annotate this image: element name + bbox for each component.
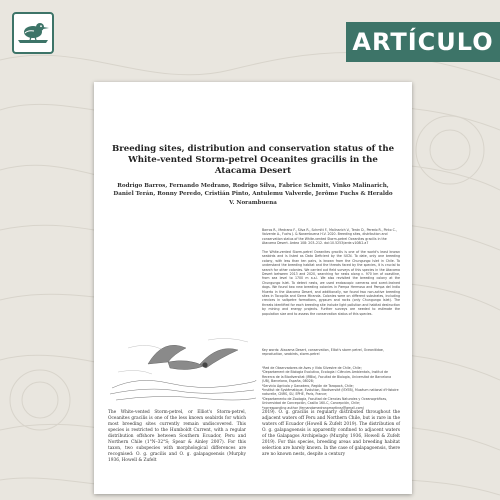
- paper-abstract: The White-vented Storm-petrel Oceanites gracilis is one of the world's least known seabirds and is listed as Data Deficient by the IUCN. To date, only one breeding colony, with less than ten pairs, is known from the Chungungo Islet in Chile. To understand the breeding habitat and the threats faced by the species, it is crucial to search for other colonies. We carried out field surveys of this species in the Atacama Desert between 2013 and 2020, searching for nests along c. 970 km of coastline, from sea level to 1700 m a.s.l. We also revisited the breeding colony at the Chungungo Islet. To detect nests, we used endoscopic cameras and scent-trained dogs. We found two new breeding colonies in Pampa Hermosa and Pampa del Indio Muerto in the Atacama Desert, and additionally, we found two non-active breeding sites in Tocopilla and Sierra Miranda. Colonies were on different substrates, including crevices in saltpetre formations, gypsum and rocks (only Chungungo Islet). The threats identified for each breeding site include light pollution and habitat destruction by mining and energy projects. Further surveys are needed to estimate the population size and to assess the conservation status of this species.: [262, 250, 400, 316]
- paper-citation: Barros R., Medrano F., Silva R., Schmitt F., Malinarich V., Terán D., Peredo R., Pinto C., Valverde A., Fuchs J. & Norambuena H.V. 2020. Breeding sites, distribution and conservation status of the White-vented Storm-petrel Oceanites gracilis in the Atacama Desert. Ardea 108: 203–212. doi:10.5253/arde.v108i2.a7: [262, 228, 397, 246]
- affiliation-line: ⁴Institut de Systématique, Evolution, Biodiversité (ISYEB), Muséum national d'Histoire naturelle, CNRS, SU, EPHE, Paris, France;: [262, 388, 399, 397]
- paper-page: [94, 82, 412, 494]
- paper-keywords: Key words: Atacama Desert, conservation, Elliot's storm petrel, Oceanitidae, reproduction, seabirds, storm-petrel: [262, 348, 384, 357]
- paper-title: Breeding sites, distribution and conservation status of the White-vented Storm-petrel Oceanites gracilis in the Atacama Desert: [111, 144, 395, 176]
- body-paragraph: The White-vented Storm-petrel, or Elliot's Storm-petrel, Oceanites gracilis is one of the less known seabirds for which most breeding sites currently remain undiscovered. This species is restricted to the Humboldt Current, with a regular distribution offshore between Southern Ecuador, Peru and Northern Chile (1°N–32°S; Spear & Ainley 2007). For this taxon, two subspecies with morphological differences are recognised: O. g. gracilis and O. g. galapagoensis (Murphy 1936, Howell & Zufelt: [108, 410, 246, 463]
- affiliation-line: ⁵Departamento de Zoología, Facultad de Ciencias Naturales y Oceanográficas, Universidad de Concepción, Casilla 160-C, Concepción, Chile;: [262, 396, 388, 406]
- affiliation-line: ³Servicio Agrícola y Ganadero, Región de Tarapacá, Chile;: [262, 383, 354, 388]
- affiliation-line: *corresponding author (fernandomedranomartinez@gmail.com): [262, 405, 365, 410]
- article-badge: ARTÍCULO: [346, 22, 500, 62]
- body-paragraph: 2019). O. g. gracilis is regularly distributed throughout the adjacent waters off Peru and Northern Chile, but is rare in the waters off Ecuador (Howell & Zufelt 2019). The distribution of O. g. galapagoensis is apparently confined to adjacent waters of the Galapagos Archipelago (Murphy 1936, Howell & Zufelt 2019). For this species, breeding areas and breeding habitat selection are barely known. In the case of galapagoensis, there are no known nests, despite a century: [262, 410, 400, 457]
- affiliation-line: ²Departament de Biologia Evolutiva, Ecologia i Ciències Ambientals, Institut de Recerca de la Biodiversitat (IRBio), Facultat de Biologia, Universitat de Barcelona (UB), Barcelona, España, 08028;: [262, 370, 392, 384]
- body-column-left: [108, 410, 246, 464]
- paper-authors: Rodrigo Barros, Fernando Medrano, Rodrigo Silva, Fabrice Schmitt, Vinko Malinarich, Daniel Terán, Ronny Peredo, Cristián Pinto, Antulemu Valverde, Jerôme Fuchs & Heraldo V. Norambuena: [113, 183, 393, 206]
- storm-petrel-illustration: [108, 328, 258, 410]
- paper-affiliations: [262, 366, 400, 410]
- affiliation-line: ¹Red de Observadores de Aves y Vida Silvestre de Chile, Chile;: [262, 366, 362, 370]
- bird-logo-icon: [12, 12, 54, 54]
- body-column-right: [262, 410, 400, 458]
